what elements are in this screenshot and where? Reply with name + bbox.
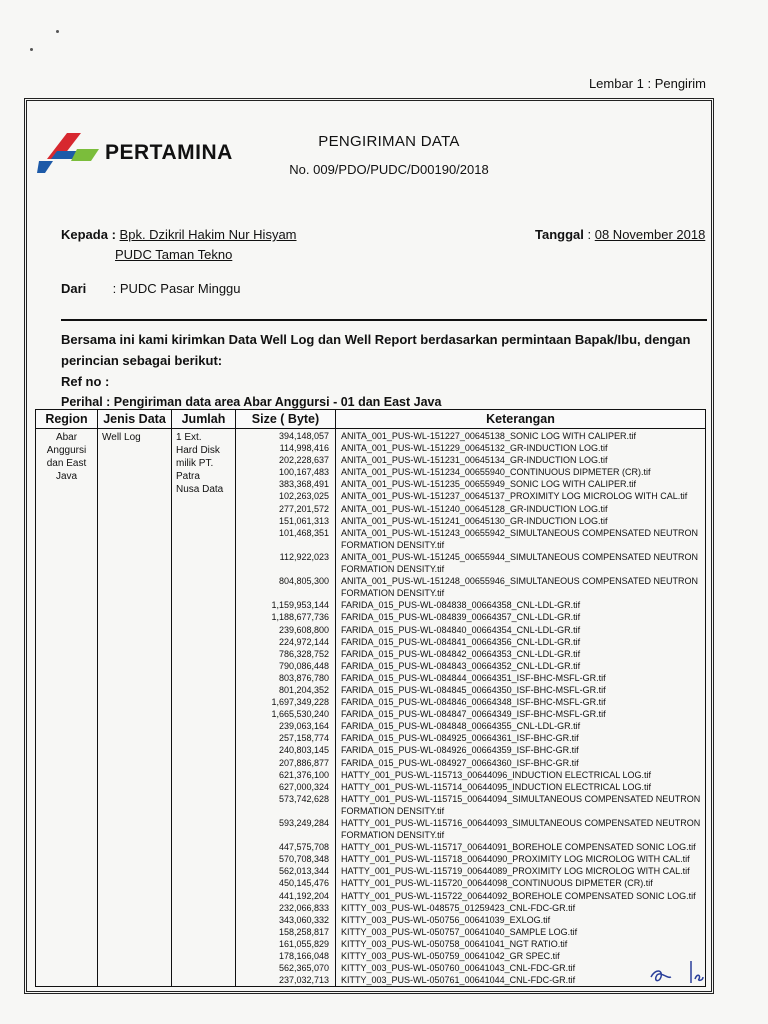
- region-line: Java: [55, 471, 78, 482]
- kepada-label: Kepada: [61, 227, 108, 242]
- keterangan-line: HATTY_001_PUS-WL-115716_00644093_SIMULTANEOUS COMPENSATED NEUTRON: [341, 818, 701, 828]
- keterangan-line: FARIDA_015_PUS-WL-084842_00664353_CNL-LDL-GR.tif: [341, 648, 581, 659]
- region-line: dan East: [46, 458, 87, 469]
- size-value: 343,060,332: [278, 914, 329, 925]
- size-value: 1,665,530,240: [271, 709, 329, 720]
- keterangan-line: ANITA_001_PUS-WL-151231_00645134_GR-INDUCTION LOG.tif: [341, 455, 608, 466]
- size-cell: [236, 429, 336, 987]
- size-value: 101,468,351: [278, 527, 329, 538]
- keterangan-line: FARIDA_015_PUS-WL-084846_00664348_ISF-BHC-MSFL-GR.tif: [341, 697, 606, 708]
- size-value: 239,608,800: [278, 624, 329, 635]
- document-number: No. 009/PDO/PUDC/D00190/2018: [289, 162, 489, 177]
- size-value: 593,249,284: [278, 818, 329, 828]
- keterangan-line: KITTY_003_PUS-WL-050760_00641043_CNL-FDC-GR.tif: [341, 963, 576, 974]
- keterangan-line: ANITA_001_PUS-WL-151235_00655949_SONIC LOG WITH CALIPER.tif: [341, 479, 636, 490]
- size-value: 1,188,677,736: [271, 612, 329, 623]
- size-value: 178,166,048: [278, 951, 329, 962]
- keterangan-line: KITTY_003_PUS-WL-050757_00641040_SAMPLE LOG.tif: [341, 926, 578, 937]
- size-value: 239,063,164: [278, 721, 329, 732]
- size-value: 224,972,144: [278, 636, 329, 647]
- handwritten-initial-icon: [647, 959, 705, 985]
- keterangan-line: KITTY_003_PUS-WL-050758_00641041_NGT RATIO.tif: [341, 938, 568, 949]
- region-cell: [36, 429, 98, 987]
- keterangan-line: FARIDA_015_PUS-WL-084841_00664356_CNL-LDL-GR.tif: [341, 636, 581, 647]
- keterangan-line: FARIDA_015_PUS-WL-084843_00664352_CNL-LDL-GR.tif: [341, 660, 581, 671]
- keterangan-line: ANITA_001_PUS-WL-151240_00645128_GR-INDUCTION LOG.tif: [341, 503, 608, 514]
- header-jenis-data: Jenis Data: [98, 410, 172, 429]
- size-value: 562,013,344: [278, 866, 329, 877]
- sheet-label: Lembar 1 : Pengirim: [588, 76, 706, 91]
- keterangan-line: HATTY_001_PUS-WL-115722_00644092_BOREHOLE COMPENSATED SONIC LOG.tif: [341, 890, 696, 901]
- header-size: Size ( Byte): [236, 410, 336, 429]
- keterangan-line: FARIDA_015_PUS-WL-084845_00664350_ISF-BHC-MSFL-GR.tif: [341, 684, 606, 695]
- size-value: 804,805,300: [278, 576, 329, 587]
- intro-text: [61, 329, 691, 413]
- size-value: 394,148,057: [278, 431, 329, 441]
- size-value: 257,158,774: [278, 733, 329, 744]
- jumlah-line: Patra: [176, 471, 200, 482]
- keterangan-line: FARIDA_015_PUS-WL-084927_00664360_ISF-BHC-GR.tif: [341, 757, 579, 768]
- scan-speck: [56, 30, 59, 33]
- keterangan-line: ANITA_001_PUS-WL-151234_00655940_CONTINUOUS DIPMETER (CR).tif: [341, 467, 651, 478]
- size-value: 114,998,416: [279, 443, 329, 454]
- size-value: 207,886,877: [278, 757, 329, 768]
- keterangan-line: FARIDA_015_PUS-WL-084847_00664349_ISF-BHC-MSFL-GR.tif: [341, 709, 606, 720]
- keterangan-cell: [336, 429, 706, 987]
- size-value: 1,159,953,144: [271, 600, 329, 611]
- header-region: Region: [36, 410, 98, 429]
- recipient-row: Kepada : Bpk. Dzikril Hakim Nur Hisyam: [61, 227, 297, 242]
- table-header-row: [36, 410, 706, 429]
- company-name: PERTAMINA: [105, 141, 233, 164]
- date-row: Tanggal : 08 November 2018: [535, 227, 706, 242]
- jenis-line: Well Log: [102, 432, 141, 443]
- keterangan-line: ANITA_001_PUS-WL-151237_00645137_PROXIMITY LOG MICROLOG WITH CAL.tif: [341, 491, 688, 502]
- keterangan-line: FARIDA_015_PUS-WL-084926_00664359_ISF-BHC-GR.tif: [341, 745, 579, 756]
- keterangan-line: FORMATION DENSITY.tif: [341, 539, 445, 550]
- keterangan-line: FORMATION DENSITY.tif: [341, 588, 445, 599]
- size-value: 112,922,023: [279, 551, 329, 562]
- intro-line-1: Bersama ini kami kirimkan Data Well Log dan Well Report berdasarkan permintaan Bapak/Ibu, dengan: [61, 332, 691, 347]
- header-keterangan: Keterangan: [336, 410, 706, 429]
- keterangan-line: FORMATION DENSITY.tif: [341, 805, 445, 816]
- jumlah-line: 1 Ext.: [176, 432, 202, 443]
- size-value: 161,055,829: [278, 938, 329, 949]
- keterangan-line: HATTY_001_PUS-WL-115720_00644098_CONTINUOUS DIPMETER (CR).tif: [341, 878, 653, 889]
- keterangan-line: KITTY_003_PUS-WL-050756_00641039_EXLOG.tif: [341, 914, 551, 925]
- sender-row: [61, 281, 241, 296]
- size-value: 232,066,833: [278, 902, 329, 913]
- keterangan-line: HATTY_001_PUS-WL-115715_00644094_SIMULTANEOUS COMPENSATED NEUTRON: [341, 793, 701, 804]
- size-value: [236, 563, 335, 575]
- size-value: 158,258,817: [278, 926, 329, 937]
- dari-label: Dari: [61, 281, 87, 296]
- keterangan-line: FORMATION DENSITY.tif: [341, 564, 445, 575]
- jumlah-line: milik PT.: [176, 458, 214, 469]
- jenis-cell: [98, 429, 172, 987]
- keterangan-line: HATTY_001_PUS-WL-115719_00644089_PROXIMITY LOG MICROLOG WITH CAL.tif: [341, 866, 690, 877]
- keterangan-line: KITTY_003_PUS-WL-048575_01259423_CNL-FDC-GR.tif: [341, 902, 576, 913]
- size-value: 100,167,483: [278, 467, 329, 478]
- size-value: 621,376,100: [278, 769, 329, 780]
- header-jumlah: Jumlah: [172, 410, 236, 429]
- scan-speck: [30, 48, 33, 51]
- keterangan-line: ANITA_001_PUS-WL-151248_00655946_SIMULTANEOUS COMPENSATED NEUTRON: [341, 576, 698, 587]
- size-value: [236, 805, 335, 817]
- perihal-line: Perihal : Pengiriman data area Abar Anggursi - 01 dan East Java: [61, 395, 442, 409]
- keterangan-line: ANITA_001_PUS-WL-151241_00645130_GR-INDUCTION LOG.tif: [341, 515, 608, 526]
- keterangan-line: HATTY_001_PUS-WL-115713_00644096_INDUCTION ELECTRICAL LOG.tif: [341, 769, 651, 780]
- size-value: 202,228,637: [278, 455, 329, 466]
- keterangan-line: HATTY_001_PUS-WL-115718_00644090_PROXIMITY LOG MICROLOG WITH CAL.tif: [341, 854, 690, 865]
- keterangan-line: FARIDA_015_PUS-WL-084840_00664354_CNL-LDL-GR.tif: [341, 624, 581, 635]
- size-value: 277,201,572: [278, 503, 329, 514]
- size-value: 627,000,324: [278, 781, 329, 792]
- size-value: [236, 587, 335, 599]
- table-row: [36, 429, 706, 987]
- keterangan-line: ANITA_001_PUS-WL-151243_00655942_SIMULTANEOUS COMPENSATED NEUTRON: [341, 527, 698, 538]
- jumlah-line: Hard Disk: [176, 445, 220, 456]
- tanggal-label: Tanggal: [535, 227, 584, 242]
- size-value: [236, 539, 335, 551]
- keterangan-line: FARIDA_015_PUS-WL-084844_00664351_ISF-BHC-MSFL-GR.tif: [341, 672, 606, 683]
- keterangan-line: KITTY_003_PUS-WL-050759_00641042_GR SPEC.tif: [341, 951, 560, 962]
- size-value: 790,086,448: [278, 660, 329, 671]
- keterangan-line: ANITA_001_PUS-WL-151245_00655944_SIMULTANEOUS COMPENSATED NEUTRON: [341, 551, 698, 562]
- keterangan-line: FORMATION DENSITY.tif: [341, 830, 445, 841]
- tanggal-value: 08 November 2018: [594, 227, 706, 242]
- keterangan-line: ANITA_001_PUS-WL-151227_00645138_SONIC LOG WITH CALIPER.tif: [341, 431, 636, 441]
- keterangan-line: FARIDA_015_PUS-WL-084848_00664355_CNL-LDL-GR.tif: [341, 721, 581, 732]
- size-value: 237,032,713: [278, 975, 329, 986]
- keterangan-line: ANITA_001_PUS-WL-151229_00645132_GR-INDUCTION LOG.tif: [341, 443, 608, 454]
- size-value: 240,803,145: [278, 745, 329, 756]
- jumlah-line: Nusa Data: [176, 484, 224, 495]
- intro-line-2: perincian sebagai berikut:: [61, 353, 223, 368]
- size-value: 1,697,349,228: [271, 697, 329, 708]
- size-value: 801,204,352: [278, 684, 329, 695]
- size-value: 573,742,628: [278, 793, 329, 804]
- data-table: [35, 409, 706, 987]
- kepada-location: PUDC Taman Tekno: [115, 247, 233, 262]
- keterangan-line: HATTY_001_PUS-WL-115717_00644091_BOREHOLE COMPENSATED SONIC LOG.tif: [341, 842, 696, 853]
- dari-value: : PUDC Pasar Minggu: [112, 281, 241, 296]
- document-frame: [24, 98, 714, 994]
- keterangan-line: FARIDA_015_PUS-WL-084925_00664361_ISF-BHC-GR.tif: [341, 733, 579, 744]
- kepada-name: Bpk. Dzikril Hakim Nur Hisyam: [119, 227, 297, 242]
- divider: [61, 319, 707, 321]
- jumlah-cell: [172, 429, 236, 987]
- size-value: [236, 829, 335, 841]
- region-line: Abar: [55, 432, 78, 443]
- size-value: 441,192,204: [278, 890, 329, 901]
- size-value: 102,263,025: [278, 491, 329, 502]
- keterangan-line: FARIDA_015_PUS-WL-084839_00664357_CNL-LDL-GR.tif: [341, 612, 581, 623]
- size-value: 562,365,070: [278, 963, 329, 974]
- size-value: 447,575,708: [278, 842, 329, 853]
- keterangan-line: KITTY_003_PUS-WL-050761_00641044_CNL-FDC-GR.tif: [341, 975, 576, 986]
- ref-line: Ref no :: [61, 374, 110, 389]
- keterangan-line: HATTY_001_PUS-WL-115714_00644095_INDUCTION ELECTRICAL LOG.tif: [341, 781, 651, 792]
- keterangan-line: FARIDA_015_PUS-WL-084838_00664358_CNL-LDL-GR.tif: [341, 600, 581, 611]
- size-value: 383,368,491: [278, 479, 329, 490]
- size-value: 151,061,313: [278, 515, 329, 526]
- document-title: PENGIRIMAN DATA: [318, 133, 460, 150]
- document-title-block: [27, 133, 711, 177]
- region-line: Anggursi: [46, 445, 87, 456]
- size-value: 450,145,476: [278, 878, 329, 889]
- size-value: 803,876,780: [278, 672, 329, 683]
- size-value: 570,708,348: [278, 854, 329, 865]
- size-value: 786,328,752: [278, 648, 329, 659]
